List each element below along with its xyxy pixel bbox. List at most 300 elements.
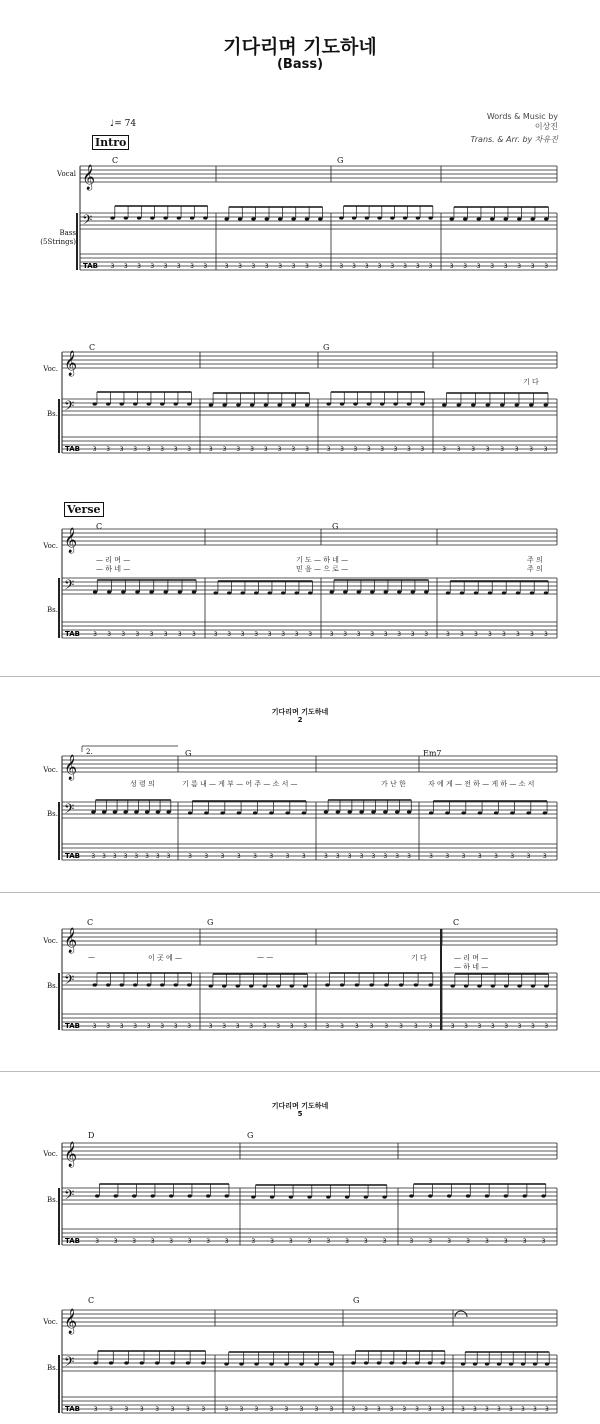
tab-fret-number: 3: [494, 853, 498, 860]
tab-fret-number: 3: [445, 853, 450, 860]
tab-fret-number: 3: [340, 446, 344, 453]
note-head: [156, 810, 160, 813]
note-head: [330, 590, 334, 593]
tab-clef: TAB: [65, 445, 80, 453]
note-head: [486, 403, 490, 406]
tab-fret-number: 3: [250, 446, 254, 453]
note-head: [494, 811, 498, 814]
tab-fret-number: 3: [239, 1406, 244, 1413]
note-head: [278, 217, 282, 220]
tab-fret-number: 3: [169, 1238, 174, 1245]
tab-fret-number: 3: [393, 446, 398, 453]
chord-symbol: C: [87, 918, 94, 927]
tab-fret-number: 3: [145, 853, 149, 860]
note-head: [478, 811, 482, 814]
tab-fret-number: 3: [335, 853, 340, 860]
note-head: [163, 216, 167, 219]
tab-fret-number: 3: [460, 631, 464, 638]
clef-symbol: 𝄞: [64, 755, 78, 780]
clef-symbol: 𝄢: [64, 972, 75, 991]
tab-fret-number: 3: [409, 1238, 414, 1245]
tab-fret-number: 3: [526, 853, 531, 860]
tab-fret-number: 3: [440, 1406, 445, 1413]
tab-fret-number: 3: [544, 631, 548, 638]
tab-fret-number: 3: [284, 1406, 289, 1413]
note-head: [203, 216, 207, 219]
note-head: [186, 1361, 190, 1364]
note-head: [295, 591, 299, 594]
tab-fret-number: 3: [112, 853, 117, 860]
tab-fret-number: 3: [356, 631, 361, 638]
note-head: [390, 216, 394, 219]
note-head: [485, 1194, 489, 1197]
tab-fret-number: 3: [509, 1406, 513, 1413]
vocal-short-label: Voc.: [43, 1318, 58, 1326]
note-head: [416, 216, 420, 219]
note-head: [340, 402, 344, 405]
tab-fret-number: 3: [428, 263, 433, 270]
note-head: [326, 402, 330, 405]
note-head: [251, 217, 255, 220]
tab-fret-number: 3: [139, 1406, 144, 1413]
note-head: [531, 217, 535, 220]
note-head: [140, 1361, 144, 1364]
tab-fret-number: 3: [92, 446, 97, 453]
tab-fret-number: 3: [345, 1238, 349, 1245]
tab-fret-number: 3: [477, 853, 482, 860]
note-head: [529, 403, 533, 406]
tab-fret-number: 3: [544, 263, 549, 270]
note-head: [188, 811, 192, 814]
note-head: [263, 984, 267, 987]
note-head: [174, 983, 178, 986]
tab-fret-number: 3: [135, 631, 140, 638]
note-head: [461, 1362, 465, 1365]
bass-short-label: Bs.: [47, 982, 58, 990]
note-head: [429, 811, 433, 814]
note-head: [254, 591, 258, 594]
tab-fret-number: 3: [485, 446, 490, 453]
clef-symbol: 𝄞: [64, 351, 78, 376]
note-head: [227, 591, 231, 594]
note-head: [351, 1361, 355, 1364]
note-head: [120, 983, 124, 986]
note-head: [224, 1362, 228, 1365]
note-head: [450, 217, 454, 220]
tab-fret-number: 3: [166, 853, 171, 860]
clef-symbol: 𝄢: [82, 212, 93, 231]
tab-fret-number: 3: [308, 631, 313, 638]
note-head: [491, 984, 495, 987]
tab-fret-number: 3: [369, 1023, 374, 1030]
note-head: [543, 811, 547, 814]
tab-fret-number: 3: [146, 446, 151, 453]
note-head: [291, 403, 295, 406]
clef-symbol: 𝄞: [64, 928, 78, 953]
note-head: [522, 1194, 526, 1197]
tempo-marking: ♩= 74: [110, 119, 137, 129]
note-head: [276, 984, 280, 987]
note-head: [497, 1362, 501, 1365]
note-head: [411, 590, 415, 593]
tab-fret-number: 3: [307, 1238, 312, 1245]
tab-fret-number: 3: [461, 853, 466, 860]
tab-fret-number: 3: [383, 853, 388, 860]
clef-symbol: 𝄢: [64, 1354, 75, 1373]
tab-fret-number: 3: [490, 263, 495, 270]
tab-fret-number: 3: [119, 446, 124, 453]
note-head: [347, 810, 351, 813]
tab-fret-number: 3: [543, 446, 548, 453]
note-head: [150, 216, 154, 219]
tab-fret-number: 3: [326, 446, 331, 453]
note-head: [428, 983, 432, 986]
tab-fret-number: 3: [155, 853, 160, 860]
note-head: [277, 403, 281, 406]
tab-fret-number: 3: [363, 1238, 368, 1245]
note-head: [380, 402, 384, 405]
tab-fret-number: 3: [502, 631, 506, 638]
note-head: [123, 810, 127, 813]
note-head: [190, 216, 194, 219]
note-head: [402, 1361, 406, 1364]
tab-fret-number: 3: [240, 631, 245, 638]
note-head: [364, 1195, 368, 1198]
tab-fret-number: 3: [428, 1238, 433, 1245]
tab-fret-number: 3: [124, 1406, 129, 1413]
bass-detail-label: (5Strings): [40, 238, 76, 246]
note-head: [500, 403, 504, 406]
lyric-line: 기 름 내 — 게 부 — 어 주 — 소 서 —: [182, 780, 298, 788]
tab-fret-number: 3: [364, 263, 369, 270]
tab-fret-number: 3: [303, 1023, 308, 1030]
tab-fret-number: 3: [530, 263, 535, 270]
note-head: [329, 1362, 333, 1365]
tab-fret-number: 3: [106, 446, 111, 453]
tab-fret-number: 3: [366, 446, 371, 453]
tab-fret-number: 3: [224, 263, 229, 270]
chord-symbol: G: [353, 1296, 360, 1305]
page-header-title: 기다리며 기도하네: [271, 708, 329, 716]
tab-fret-number: 3: [191, 631, 196, 638]
note-head: [201, 1361, 205, 1364]
tab-fret-number: 3: [395, 853, 400, 860]
note-head: [93, 590, 97, 593]
lyric-line: 가 난 한: [381, 780, 406, 788]
note-head: [307, 1195, 311, 1198]
lyric-line: — 하 네 —: [454, 963, 489, 971]
section-intro: Intro: [92, 135, 129, 150]
note-head: [473, 1362, 477, 1365]
tab-fret-number: 3: [351, 1406, 356, 1413]
page-number: 2: [297, 716, 303, 724]
note-head: [151, 1194, 155, 1197]
note-head: [314, 1362, 318, 1365]
note-head: [132, 1194, 136, 1197]
tab-fret-number: 3: [399, 1023, 403, 1030]
note-head: [113, 810, 117, 813]
note-head: [477, 217, 481, 220]
tab-fret-number: 3: [456, 446, 461, 453]
note-head: [187, 402, 191, 405]
note-head: [516, 591, 520, 594]
tab-clef: TAB: [65, 630, 80, 638]
note-head: [324, 810, 328, 813]
tab-fret-number: 3: [123, 263, 128, 270]
tab-fret-number: 3: [170, 1406, 175, 1413]
tab-fret-number: 3: [533, 1406, 537, 1413]
tab-fret-number: 3: [150, 263, 155, 270]
note-head: [124, 216, 128, 219]
tab-fret-number: 3: [102, 853, 106, 860]
tab-fret-number: 3: [530, 631, 534, 638]
tab-fret-number: 3: [285, 853, 290, 860]
note-head: [102, 810, 106, 813]
note-head: [407, 810, 411, 813]
tab-fret-number: 3: [516, 631, 520, 638]
note-head: [383, 810, 387, 813]
lyric-line: 주 의: [527, 565, 543, 573]
tab-fret-number: 3: [376, 1406, 381, 1413]
note-head: [343, 590, 347, 593]
tab-fret-number: 3: [160, 1023, 165, 1030]
tab-fret-number: 3: [155, 1406, 160, 1413]
note-head: [109, 1361, 113, 1364]
note-head: [222, 984, 226, 987]
tab-fret-number: 3: [544, 1023, 549, 1030]
note-head: [544, 403, 548, 406]
chord-symbol: C: [89, 343, 96, 352]
tab-fret-number: 3: [428, 1023, 433, 1030]
note-head: [281, 591, 285, 594]
tab-fret-number: 3: [133, 1023, 138, 1030]
note-head: [466, 1194, 470, 1197]
tab-fret-number: 3: [278, 263, 283, 270]
lyric-line: 자 에 게 — 전 하 — 게 하 — 소 서: [428, 780, 535, 788]
note-head: [428, 1361, 432, 1364]
tab-clef: TAB: [65, 1237, 80, 1245]
note-head: [510, 811, 514, 814]
tab-fret-number: 3: [269, 853, 274, 860]
note-head: [526, 811, 530, 814]
note-head: [545, 1362, 549, 1365]
tab-fret-number: 3: [415, 1406, 419, 1413]
note-head: [446, 591, 450, 594]
tab-fret-number: 3: [254, 631, 259, 638]
tab-fret-number: 3: [281, 631, 286, 638]
tab-fret-number: 3: [449, 263, 454, 270]
note-head: [290, 984, 294, 987]
tab-fret-number: 3: [484, 1238, 489, 1245]
note-head: [377, 216, 381, 219]
tab-fret-number: 3: [545, 1406, 549, 1413]
tab-fret-number: 3: [415, 263, 420, 270]
note-head: [192, 590, 196, 593]
vocal-short-label: Voc.: [43, 1150, 58, 1158]
tab-fret-number: 3: [402, 1406, 407, 1413]
note-head: [187, 983, 191, 986]
tab-fret-number: 3: [187, 446, 192, 453]
clef-symbol: 𝄢: [64, 801, 75, 820]
clef-symbol: 𝄞: [82, 165, 96, 190]
tab-fret-number: 3: [301, 853, 306, 860]
chord-symbol: G: [332, 522, 339, 531]
note-head: [222, 403, 226, 406]
tab-fret-number: 3: [204, 853, 209, 860]
lyric-line: 이 곳 에 —: [148, 954, 182, 962]
note-head: [382, 1195, 386, 1198]
note-head: [415, 1361, 419, 1364]
note-head: [326, 1195, 330, 1198]
note-head: [269, 1362, 273, 1365]
tab-fret-number: 3: [91, 853, 96, 860]
tab-fret-number: 3: [106, 1023, 111, 1030]
lyric-line: — 하 네 —: [96, 565, 131, 573]
tab-fret-number: 3: [377, 263, 382, 270]
tab-fret-number: 3: [517, 1023, 522, 1030]
tab-fret-number: 3: [343, 631, 348, 638]
tab-fret-number: 3: [251, 263, 256, 270]
tab-fret-number: 3: [383, 631, 388, 638]
note-head: [265, 217, 269, 220]
chord-symbol: C: [453, 918, 460, 927]
note-head: [530, 591, 534, 594]
tab-fret-number: 3: [254, 1406, 259, 1413]
note-head: [359, 810, 363, 813]
tab-fret-number: 3: [113, 1238, 118, 1245]
tab-fret-number: 3: [188, 853, 192, 860]
note-head: [397, 590, 401, 593]
tab-fret-number: 3: [474, 631, 478, 638]
tab-fret-number: 3: [235, 1023, 240, 1030]
note-head: [95, 1194, 99, 1197]
tab-fret-number: 3: [410, 631, 415, 638]
chord-symbol: C: [112, 156, 119, 165]
tab-fret-number: 3: [522, 1238, 527, 1245]
tab-fret-number: 3: [339, 263, 344, 270]
tab-fret-number: 3: [109, 1406, 113, 1413]
note-head: [345, 1195, 349, 1198]
note-head: [236, 403, 240, 406]
note-head: [393, 402, 397, 405]
tab-fret-number: 3: [150, 1238, 155, 1245]
note-head: [169, 1194, 173, 1197]
note-head: [477, 984, 481, 987]
note-head: [445, 811, 449, 814]
note-head: [303, 984, 307, 987]
tab-fret-number: 3: [476, 263, 481, 270]
section-verse: Verse: [64, 502, 104, 517]
tab-fret-number: 3: [123, 853, 128, 860]
note-head: [370, 590, 374, 593]
tab-fret-number: 3: [413, 1023, 418, 1030]
tab-fret-number: 3: [424, 631, 429, 638]
tab-fret-number: 3: [359, 853, 364, 860]
volta-ending: 2.: [86, 748, 93, 756]
tab-fret-number: 3: [95, 1238, 100, 1245]
note-head: [414, 983, 418, 986]
note-head: [340, 983, 344, 986]
tab-fret-number: 3: [503, 1238, 508, 1245]
tab-fret-number: 3: [121, 631, 126, 638]
tab-fret-number: 3: [521, 1406, 525, 1413]
note-head: [224, 217, 228, 220]
note-head: [521, 1362, 525, 1365]
tab-clef: TAB: [65, 852, 80, 860]
note-head: [517, 984, 521, 987]
vocal-short-label: Voc.: [43, 542, 58, 550]
tab-fret-number: 3: [262, 1023, 267, 1030]
tab-fret-number: 3: [187, 1238, 192, 1245]
note-head: [395, 810, 399, 813]
lyric-line: — 리 며 —: [454, 954, 489, 962]
note-head: [270, 1195, 274, 1198]
tab-fret-number: 3: [325, 1023, 330, 1030]
tab-fret-number: 3: [160, 446, 165, 453]
note-head: [106, 402, 110, 405]
chord-symbol: G: [247, 1131, 254, 1140]
note-head: [133, 402, 137, 405]
tab-fret-number: 3: [224, 1238, 229, 1245]
note-head: [336, 810, 340, 813]
chord-symbol: G: [323, 343, 330, 352]
tab-fret-number: 3: [187, 1023, 192, 1030]
note-head: [93, 1361, 97, 1364]
note-head: [284, 1362, 288, 1365]
note-head: [177, 216, 181, 219]
note-head: [241, 591, 245, 594]
chord-symbol: G: [207, 918, 214, 927]
tab-clef: TAB: [83, 262, 98, 270]
tab-fret-number: 3: [107, 631, 112, 638]
tab-clef: TAB: [65, 1405, 80, 1413]
note-head: [302, 811, 306, 814]
tab-fret-number: 3: [485, 1406, 489, 1413]
vocal-label: Vocal: [57, 170, 76, 178]
note-head: [135, 590, 139, 593]
score-subtitle: (Bass): [276, 57, 324, 72]
note-head: [124, 1361, 128, 1364]
tab-fret-number: 3: [236, 446, 241, 453]
tab-fret-number: 3: [397, 631, 402, 638]
note-head: [121, 590, 125, 593]
tab-fret-number: 3: [249, 1023, 254, 1030]
note-head: [147, 983, 151, 986]
tab-fret-number: 3: [329, 631, 334, 638]
note-head: [249, 984, 253, 987]
note-head: [107, 590, 111, 593]
tab-fret-number: 3: [490, 1023, 495, 1030]
note-head: [440, 1361, 444, 1364]
vocal-short-label: Voc.: [43, 937, 58, 945]
note-head: [544, 217, 548, 220]
tab-fret-number: 3: [253, 853, 257, 860]
note-head: [214, 591, 218, 594]
note-head: [325, 983, 329, 986]
tab-fret-number: 3: [220, 853, 225, 860]
note-head: [502, 591, 506, 594]
chord-symbol: G: [337, 156, 344, 165]
tab-fret-number: 3: [276, 1023, 281, 1030]
note-head: [308, 591, 312, 594]
note-head: [160, 983, 164, 986]
tab-fret-number: 3: [323, 853, 328, 860]
tab-fret-number: 3: [542, 853, 547, 860]
tab-fret-number: 3: [447, 1238, 452, 1245]
note-head: [225, 1194, 229, 1197]
note-head: [384, 590, 388, 593]
note-head: [93, 983, 97, 986]
